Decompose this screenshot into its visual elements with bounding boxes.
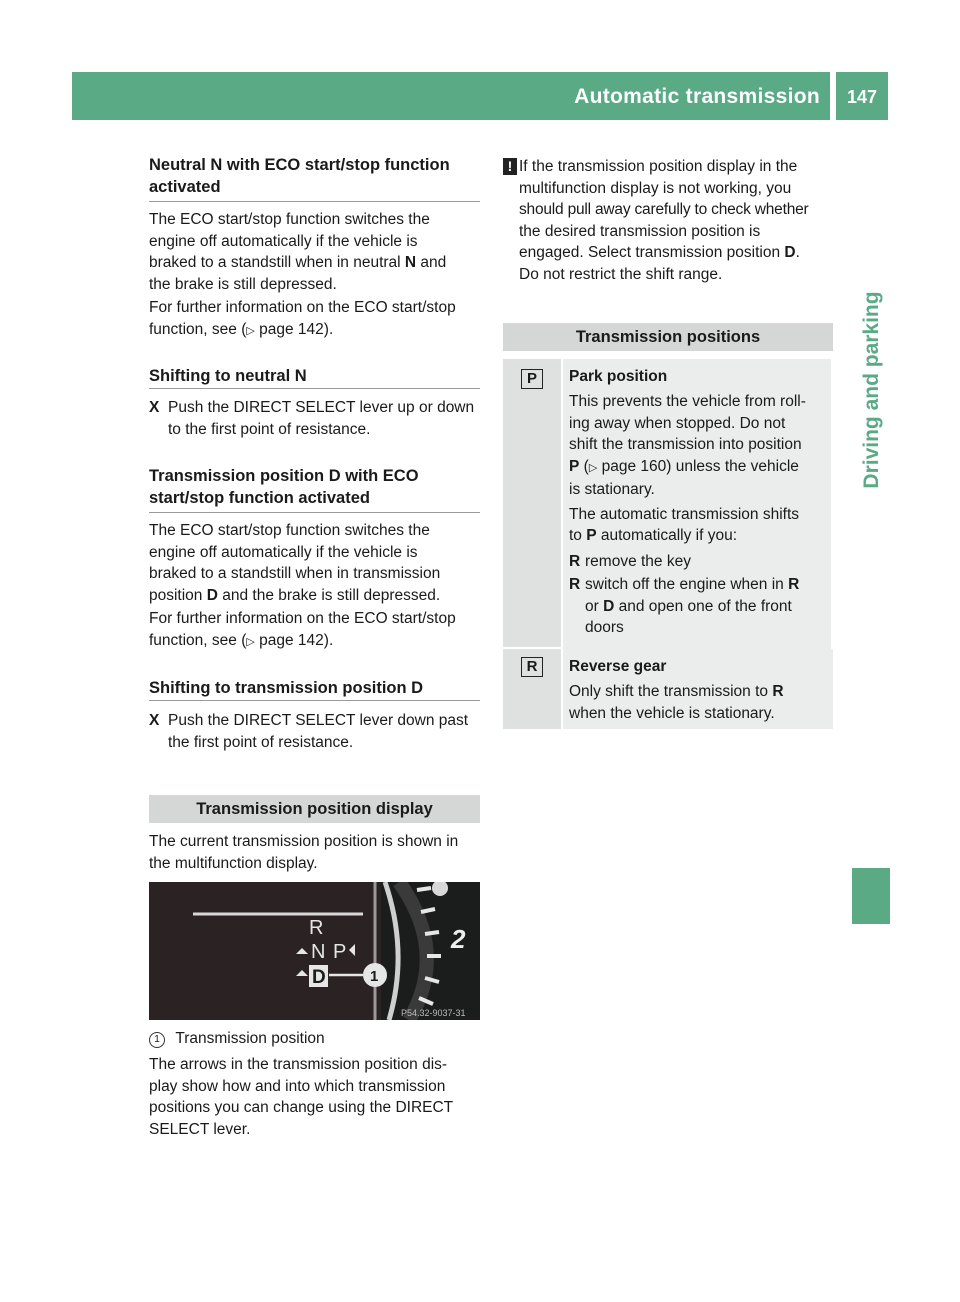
- section-neutral-eco: [149, 154, 480, 198]
- page-ref-link[interactable]: page 142).: [254, 631, 334, 649]
- row-heading: Park position: [569, 368, 668, 385]
- paragraph: The current transmission position is shown in the multifunction display.: [149, 833, 459, 872]
- section-heading: Transmission position D with ECO start/stop function activated: [149, 467, 419, 507]
- paragraph: The arrows in the transmission position dis- play show how and into which transmission positions you can change using the DIRECT SELECT lever.: [149, 1056, 454, 1138]
- table-row: Park position This prevents the vehicle from roll- ing away when stopped. Do not shift the transmission into position P (▷ page 160) unless the vehicle is stationary. The automatic transmission shifts to P automatically if you: R remove the key R switch off the engine when in R or D and open one of the front doors: [563, 359, 831, 654]
- section-heading: Shifting to neutral N: [149, 367, 307, 385]
- figure-code: P54.32-9037-31: [401, 1008, 466, 1018]
- table-header-box: Transmission positions: [503, 323, 833, 351]
- side-section-tab: [855, 250, 889, 530]
- heading-rule: [149, 388, 480, 389]
- section-heading: Shifting to transmission position D: [149, 679, 424, 697]
- bullet-icon: R: [569, 552, 581, 570]
- side-tab-label: Driving and parking: [860, 291, 883, 489]
- bullet-icon: R: [569, 576, 581, 593]
- step-arrow-icon: X: [149, 399, 160, 416]
- section-header-box: Transmission position display: [149, 795, 480, 823]
- page-number: 147: [846, 87, 878, 107]
- gear-d-label: D: [312, 967, 326, 988]
- step-arrow-icon: X: [149, 712, 160, 729]
- step-item: X Push the DIRECT SELECT lever down past the first point of resistance.: [149, 712, 469, 751]
- heading-rule: [149, 700, 480, 701]
- transmission-display-figure: [149, 882, 480, 1020]
- gear-p-label: P: [333, 941, 347, 963]
- park-position-icon: P: [521, 369, 543, 389]
- table-row: Reverse gear Only shift the transmission to R when the vehicle is stationary.: [563, 649, 833, 729]
- table-symbol-cell: [503, 649, 561, 729]
- section-heading: Neutral N with ECO start/stop function activated: [149, 156, 450, 196]
- callout-1: 1: [370, 968, 379, 985]
- bullet-item: R switch off the engine when in R: [569, 574, 831, 596]
- page-ref-link[interactable]: page 160) unless the vehicle: [597, 457, 799, 475]
- callout-number: 1: [149, 1032, 165, 1048]
- warning-icon: !: [503, 158, 517, 175]
- page-ref-link[interactable]: page 142).: [254, 320, 334, 338]
- chapter-title: Automatic transmission: [574, 85, 820, 108]
- step-item: X Push the DIRECT SELECT lever up or down to the first point of resistance.: [149, 399, 475, 438]
- heading-rule: [149, 512, 480, 513]
- table-symbol-cell: [503, 359, 561, 647]
- side-tab-marker: [852, 868, 890, 924]
- warning-note: ! If the transmission position display in the multifunction display is not working, you should pull away carefully to check whether the desired transmission position is engaged. Select transmission position D. Do not restrict the shift range.: [503, 156, 835, 285]
- page-ref-icon: ▷: [246, 635, 255, 648]
- row-heading: Reverse gear: [569, 658, 667, 675]
- gear-n-label: N: [311, 941, 326, 963]
- bullet-item: R remove the key: [569, 551, 831, 573]
- page-ref-icon: ▷: [246, 324, 255, 337]
- page-ref-icon: ▷: [588, 461, 598, 474]
- reverse-gear-icon: R: [521, 657, 543, 677]
- dial-number: 2: [451, 924, 466, 954]
- figure-caption: 1 Transmission position: [149, 1028, 480, 1050]
- heading-rule: [149, 201, 480, 202]
- gear-r-label: R: [309, 917, 324, 939]
- paragraph: The ECO start/stop function switches the engine off automatically if the vehicle is braked to a standstill when in neutral N and the brake is still depressed. For further information on the ECO start/stop function, see (▷ page 142).: [149, 211, 456, 338]
- instrument-cluster-illustration: [149, 882, 480, 1020]
- paragraph: The ECO start/stop function switches the engine off automatically if the vehicle is braked to a standstill when in transmission position D and the brake is still depressed. For further information on the ECO start/stop function, see (▷ page 142).: [149, 522, 456, 649]
